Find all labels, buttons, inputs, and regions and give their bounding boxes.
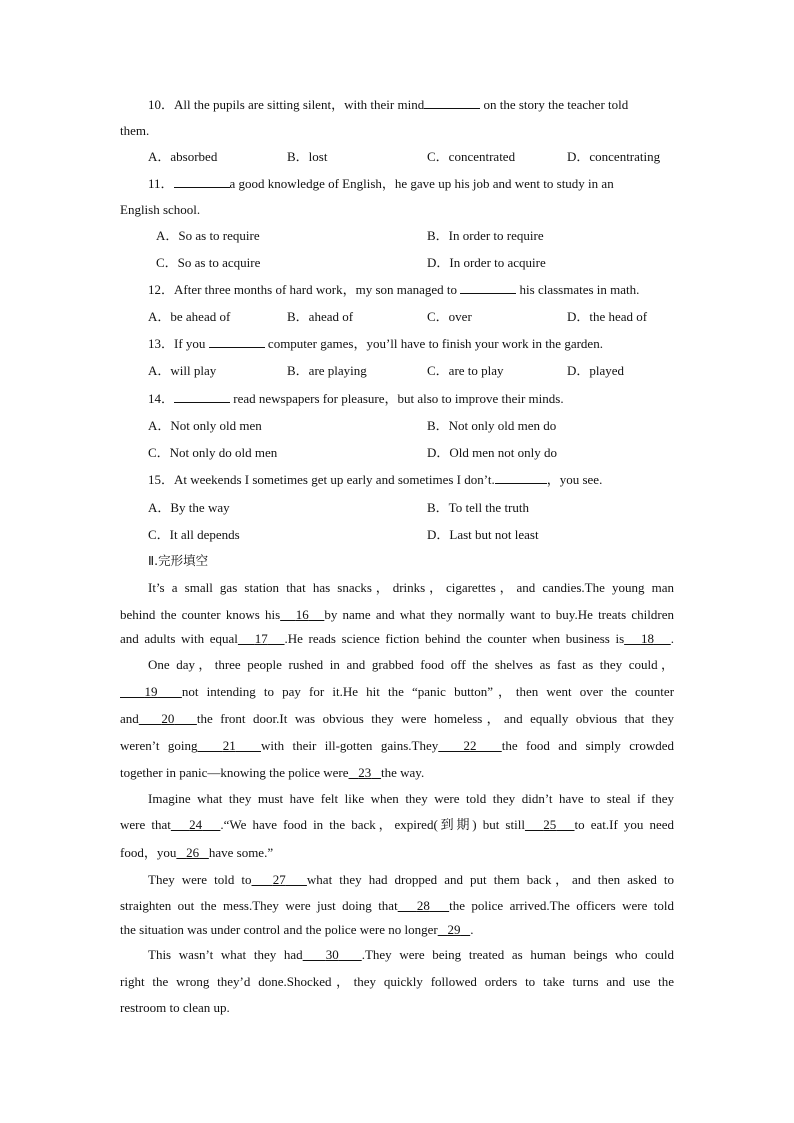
passage-line: [120, 630, 674, 648]
answer-blank: [460, 281, 516, 294]
question-10: [148, 96, 674, 114]
option-d: D．In order to acquire: [427, 255, 546, 270]
cloze-number: 26: [186, 845, 200, 860]
option-b: B．ahead of: [287, 309, 354, 324]
answer-blank: [174, 175, 230, 188]
option-c: C．are to play: [427, 363, 504, 378]
cloze-blank-22: [438, 738, 502, 753]
cloze-blank-16: [280, 607, 324, 622]
question-13: [148, 335, 674, 353]
text: .They were being treated as human beings who could: [361, 947, 674, 962]
text: what they had dropped and put them back，and then asked to: [306, 872, 675, 887]
question-number: 14．: [148, 391, 175, 406]
cloze-blank-18: [624, 631, 671, 646]
question-14: [148, 390, 674, 408]
option-c: C．Not only do old men: [148, 445, 278, 460]
cloze-blank-24: [171, 817, 221, 832]
option-b: B．are playing: [287, 363, 367, 378]
question-number: 11．: [148, 176, 174, 191]
text: .: [670, 631, 675, 646]
answer-blank: [209, 335, 265, 348]
cloze-number: 23: [358, 765, 372, 780]
passage-line: [120, 710, 674, 728]
cloze-number: 17: [254, 631, 268, 646]
cloze-blank-29: [438, 922, 474, 937]
text: behind the counter knows his: [120, 607, 281, 622]
option-d: D．concentrating: [567, 149, 661, 164]
option-a: A．will play: [148, 363, 217, 378]
passage-line: One day，three people rushed in and grabbed food off the shelves as fast as they could，: [148, 657, 674, 672]
cloze-number: 27: [272, 872, 286, 887]
cloze-blank-20: [139, 711, 197, 726]
cloze-number: 20: [161, 711, 175, 726]
text: to eat.If you need: [574, 817, 675, 832]
cloze-blank-19: [120, 684, 182, 699]
option-d: D．Last but not least: [427, 527, 539, 542]
cloze-blank-21: [198, 738, 262, 753]
cloze-blank-25: [525, 817, 575, 832]
text: have some.”: [208, 845, 274, 860]
text: .“We have food in the back，expired(到期) but still: [220, 817, 525, 832]
text: the food and simply crowded: [501, 738, 675, 753]
text: together in panic—knowing the police were: [120, 765, 349, 780]
question-15: [148, 471, 674, 489]
cloze-number: 16: [295, 607, 309, 622]
text: straighten out the mess.They were just doing that: [120, 898, 398, 913]
text: weren’t going: [120, 738, 198, 753]
text: with their ill-gotten gains.They: [261, 738, 439, 753]
text: the situation was under control and the police were no longer: [120, 922, 438, 937]
question-text: on the story the teacher told: [483, 97, 629, 112]
text: .: [470, 922, 474, 937]
question-text: 15．At weekends I sometimes get up early and sometimes I don’t.: [148, 472, 495, 487]
option-d: D．Old men not only do: [427, 445, 557, 460]
cloze-number: 18: [640, 631, 654, 646]
passage-line: [120, 606, 674, 624]
question-11: [148, 175, 674, 193]
passage-line: [120, 764, 674, 782]
text: by name and what they normally want to buy.He treats children: [324, 607, 675, 622]
cloze-number: 28: [416, 898, 430, 913]
question-text: a good knowledge of English，he gave up his job and went to study in an: [229, 176, 614, 191]
option-b: B．Not only old men do: [427, 418, 557, 433]
option-b: B．lost: [287, 149, 328, 164]
cloze-blank-17: [238, 631, 285, 646]
question-10-continuation: them.: [120, 123, 150, 138]
text: were that: [120, 817, 171, 832]
question-text: 12．After three months of hard work，my son managed to: [148, 282, 458, 297]
option-d: D．played: [567, 363, 625, 378]
cloze-number: 21: [222, 738, 236, 753]
text: the way.: [381, 765, 425, 780]
passage-line: [120, 897, 674, 915]
option-a: A．absorbed: [148, 149, 218, 164]
option-b: B．To tell the truth: [427, 500, 529, 515]
option-d: D．the head of: [567, 309, 648, 324]
passage-line: right the wrong they’d done.Shocked，they quickly followed orders to take turns and use the: [120, 974, 674, 989]
question-12: [148, 281, 674, 299]
cloze-number: 22: [463, 738, 477, 753]
question-text: 10．All the pupils are sitting silent，with their mind: [148, 97, 425, 112]
passage-line: It’s a small gas station that has snacks，drinks，cigarettes，and candies.The young man: [148, 580, 674, 595]
text: and: [120, 711, 139, 726]
text: the front door.It was obvious they were homeless，and equally obvious that they: [196, 711, 675, 726]
cloze-number: 19: [144, 684, 158, 699]
cloze-blank-27: [252, 872, 307, 887]
question-text: 13．If you: [148, 336, 206, 351]
passage-line: [120, 816, 674, 834]
question-text: his classmates in math.: [519, 282, 640, 297]
option-a: A．be ahead of: [148, 309, 231, 324]
text: They were told to: [148, 872, 252, 887]
option-c: C．over: [427, 309, 472, 324]
option-a: A．Not only old men: [148, 418, 262, 433]
question-text: ，you see.: [546, 472, 603, 487]
passage-line: [120, 737, 674, 755]
passage-line: Imagine what they must have felt like when they were told they didn’t have to steal if they: [148, 791, 674, 806]
answer-blank: [174, 390, 230, 403]
answer-blank: [424, 96, 480, 109]
passage-line: restroom to clean up.: [120, 1000, 230, 1015]
cloze-blank-23: [349, 765, 382, 780]
passage-line: [120, 844, 674, 862]
text: and adults with equal: [120, 631, 238, 646]
cloze-number: 29: [447, 922, 461, 937]
cloze-blank-28: [398, 898, 449, 913]
option-b: B．In order to require: [427, 228, 544, 243]
answer-blank: [495, 471, 547, 484]
passage-line: [148, 946, 674, 964]
question-text: read newspapers for pleasure，but also to improve their minds.: [233, 391, 564, 406]
option-c: C．concentrated: [427, 149, 516, 164]
text: food，you: [120, 845, 177, 860]
cloze-blank-26: [176, 845, 209, 860]
passage-line: [120, 683, 674, 701]
cloze-blank-30: [303, 947, 362, 962]
option-c: C．So as to acquire: [156, 255, 261, 270]
question-11-continuation: English school.: [120, 202, 201, 217]
option-a: A．By the way: [148, 500, 230, 515]
section-heading: Ⅱ.完形填空: [148, 553, 209, 568]
option-c: C．It all depends: [148, 527, 240, 542]
text: .He reads science fiction behind the counter when business is: [284, 631, 625, 646]
text: the police arrived.The officers were told: [449, 898, 674, 913]
passage-line: [148, 871, 674, 889]
passage-line: [120, 921, 674, 939]
cloze-number: 25: [543, 817, 557, 832]
text: This wasn’t what they had: [148, 947, 303, 962]
cloze-number: 24: [189, 817, 203, 832]
text: not intending to pay for it.He hit the “panic button”，then went over the counter: [181, 684, 675, 699]
question-text: computer games，you’ll have to finish your work in the garden.: [267, 336, 603, 351]
option-a: A．So as to require: [156, 228, 260, 243]
cloze-number: 30: [325, 947, 339, 962]
